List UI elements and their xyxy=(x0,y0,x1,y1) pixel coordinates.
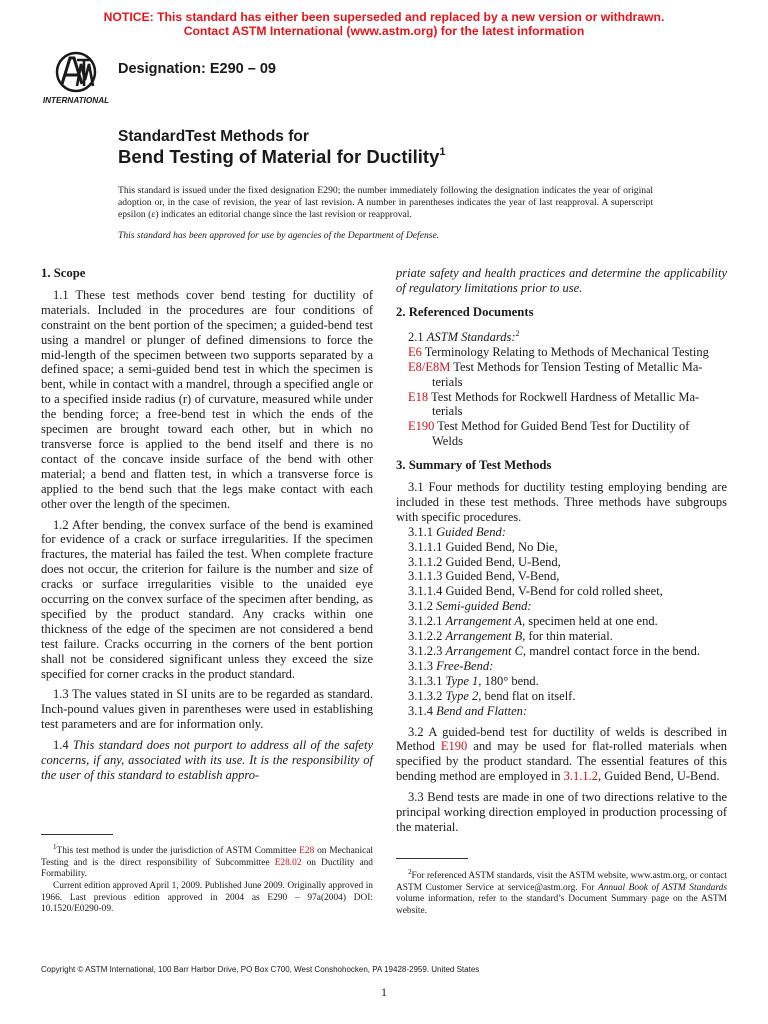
method-italic: Type 2, xyxy=(445,688,482,703)
reference-title-cont: Welds xyxy=(432,434,463,449)
method-italic: Arrangement B, xyxy=(445,629,526,644)
link-3-1-1-2[interactable]: 3.1.1.2 xyxy=(563,769,599,784)
method-text: Guided Bend, V-Bend, xyxy=(445,569,560,584)
method-list-item xyxy=(396,584,727,599)
approved-statement: This standard has been approved for use by agencies of the Department of Defense. xyxy=(118,230,440,241)
method-list-item xyxy=(396,629,727,644)
reference-e190 xyxy=(396,419,727,449)
method-num: 3.1.3.1 xyxy=(408,673,446,688)
method-italic: Type 1, xyxy=(445,673,482,688)
footnote-rule-right xyxy=(396,858,468,859)
paragraph-3-3: 3.3 Bend tests are made in one of two directions relative to the principal working direction employed in production processing of the material. xyxy=(396,790,727,834)
reference-e6 xyxy=(396,345,727,360)
paragraph-1-4-num: 1.4 xyxy=(53,738,73,753)
title-line-1: StandardTest Methods for xyxy=(118,128,309,145)
title-footnote-ref[interactable]: 1 xyxy=(439,146,446,158)
footnote-1-text xyxy=(41,842,373,881)
method-italic: Guided Bend: xyxy=(436,524,506,539)
method-num: 3.1.2.3 xyxy=(408,644,446,658)
page-number: 1 xyxy=(381,985,387,999)
intro-paragraph: This standard is issued under the fixed designation E290; the number immediately following the designation indicates the year of original adoption or, in the case of revision, the year of last revision. A number in parentheses indicates the year of last reapproval. A superscript epsilon (ε) indicates an editorial change since the last revision or reapproval. xyxy=(118,185,653,220)
title-line-2: Bend Testing of Material for Ductility xyxy=(118,146,440,167)
method-num: 3.1.2.1 xyxy=(408,614,446,629)
method-num: 3.1.1.3 xyxy=(408,569,446,584)
paragraph-3-2-a: 3.2 A guided-bend test for ductility of welds is described in Method xyxy=(396,724,727,754)
method-list xyxy=(396,525,727,719)
footnote-1-a: This test method is under the jurisdiction of ASTM Committee xyxy=(56,846,300,857)
method-text: bend flat on itself. xyxy=(481,688,576,703)
method-num: 3.1.2.2 xyxy=(408,629,446,644)
method-num: 3.1.3 xyxy=(408,658,437,673)
footnote-1-marker: 1 xyxy=(53,843,57,851)
reference-title: Test Methods for Rockwell Hardness of Metallic Ma- xyxy=(431,389,700,404)
footnote-1-b: on Mechanical Testing and is the direct responsibility of Subcommittee xyxy=(41,846,374,868)
reference-title-cont: terials xyxy=(432,404,463,419)
method-list-item xyxy=(396,689,727,704)
reference-link-e8[interactable]: E8/E8M xyxy=(408,359,451,374)
method-list-item xyxy=(396,614,727,629)
method-list-item xyxy=(396,599,727,614)
method-num: 3.1.2 xyxy=(408,599,437,614)
method-list-item xyxy=(396,555,727,570)
footnote-1-c: on Ductility and Formability. xyxy=(41,857,373,880)
designation: Designation: E290 – 09 xyxy=(118,61,276,77)
section-heading-referenced-documents: 2. Referenced Documents xyxy=(396,304,534,319)
paragraph-1-1: 1.1 These test methods cover bend testing for ductility of materials. Included in the procedures are four conditions of constraint on the bent portion of the specimen; a guided-bend test using a mandrel or plunger of defined dimensions to force the mid-length of the specimen between two supports separated by a defined space; a semi-guided bend test in which the specimen is bent, while in contact with a mandrel, through a specified angle or to a specified inside radius (r) of curvature, measured while under the bending force; a free-bend test in which the ends of the specimen are brought toward each other, but in which no transverse force is applied to the bend itself and there is no contact of the concave inside surface of the bend with other material; a bend and flatten test, in which a transverse force is applied to the bend such that the legs make contact with each other over the length of the specimen. xyxy=(41,287,373,511)
footnote-1-edition: Current edition approved April 1, 2009. Published June 2009. Originally approved in 1966. Last previous edition approved in 2004 as E290 – 97a(2004) DOI: 10.1520/E0290-09. xyxy=(41,880,373,915)
link-e28-02[interactable]: E28.02 xyxy=(274,857,302,868)
astm-standards-num: 2.1 xyxy=(408,329,427,344)
method-text: mandrel contact force in the bend. xyxy=(526,644,700,658)
method-text: for thin material. xyxy=(525,629,613,644)
astm-standards-text: ASTM Standards: xyxy=(426,329,516,344)
reference-title: Terminology Relating to Methods of Mechanical Testing xyxy=(424,344,709,359)
method-list-item xyxy=(396,674,727,689)
footnote-rule-left xyxy=(41,834,113,835)
footnote-2-text xyxy=(396,867,727,918)
method-italic: Semi-guided Bend: xyxy=(436,599,532,614)
reference-e18 xyxy=(396,390,727,420)
method-list-item xyxy=(396,569,727,584)
method-text: 180° bend. xyxy=(481,673,539,688)
footnote-2 xyxy=(396,867,727,918)
page-title xyxy=(118,146,446,168)
paragraph-3-1: 3.1 Four methods for ductility testing employing bending are included in these test methods. Three methods have subgroups with specific procedures. xyxy=(396,480,727,524)
paragraph-1-2: 1.2 After bending, the convex surface of the bend is examined for evidence of a crack or surface irregularities. If the specimen fractures, the material has failed the test. When complete fracture does not occur, the criterion for failure is the number and size of cracks or surface irregularities visible to the unaided eye occurring on the convex surface of the specimen after bending, as specified by the product standard. Any cracks within one thickness of the edge of the specimen are not considered a bend test failure. Cracks occurring in the corners of the bent portion shall not be considered significant unless they exceed the size specified for corner cracks in the product standard. xyxy=(41,517,373,681)
reference-link-e6[interactable]: E6 xyxy=(408,344,422,359)
method-list-item xyxy=(396,525,727,540)
method-num: 3.1.1.4 xyxy=(408,584,446,599)
paragraph-3-2-c: , Guided Bend, U-Bend. xyxy=(598,769,720,784)
section-heading-summary: 3. Summary of Test Methods xyxy=(396,458,552,473)
reference-link-e18[interactable]: E18 xyxy=(408,389,429,404)
method-text: Guided Bend, U-Bend, xyxy=(445,554,561,569)
scope-continuation xyxy=(396,266,727,296)
method-num: 3.1.4 xyxy=(408,703,437,718)
notice-banner xyxy=(0,10,768,38)
notice-line-2: Contact ASTM International (www.astm.org) for the latest information xyxy=(183,24,585,38)
method-num: 3.1.1.1 xyxy=(408,539,446,554)
method-italic: Arrangement C, xyxy=(445,644,527,658)
method-num: 3.1.1.2 xyxy=(408,554,446,569)
method-italic: Arrangement A, xyxy=(445,614,526,629)
footnote-1 xyxy=(41,842,373,916)
paragraph-1-3: 1.3 The values stated in SI units are to be regarded as standard. Inch-pound values given in parentheses were used in establishing test parameters and are for information only. xyxy=(41,687,373,732)
footnote-2-a: For referenced ASTM standards, visit the ASTM website, www.astm.org, or contact ASTM Customer Service at service@astm.org. For xyxy=(396,871,727,893)
paragraph-1-4-text: This standard does not purport to address all of the safety concerns, if any, associated with its use. It is the responsibility of the user of this standard to establish appro- xyxy=(41,738,374,782)
logo-text: INTERNATIONAL xyxy=(42,96,110,105)
right-column xyxy=(396,266,727,835)
paragraph-3-2-b: and may be used for flat-rolled materials when specified by the product standard. The essential features of this bending method are employed in xyxy=(396,739,727,784)
method-list-item xyxy=(396,659,727,674)
section-heading-scope: 1. Scope xyxy=(41,266,86,280)
link-e28[interactable]: E28 xyxy=(299,846,315,857)
astm-international-logo-icon xyxy=(41,50,111,106)
method-text: Guided Bend, No Die, xyxy=(445,539,558,554)
paragraph-1-4 xyxy=(41,738,373,783)
method-text: Guided Bend, V-Bend for cold rolled sheet, xyxy=(445,584,663,599)
paragraph-3-2 xyxy=(396,725,727,785)
astm-standards-label xyxy=(396,327,727,345)
link-e190[interactable]: E190 xyxy=(440,739,468,754)
footnote-2-b: volume information, refer to the standard’s Document Summary page on the ASTM website. xyxy=(396,894,727,916)
method-italic: Free-Bend: xyxy=(436,658,494,673)
method-text: specimen held at one end. xyxy=(525,614,658,629)
copyright: Copyright © ASTM International, 100 Barr Harbor Drive, PO Box C700, West Conshohocken, PA 19428-2959. United States xyxy=(41,965,480,974)
method-italic: Bend and Flatten: xyxy=(436,703,528,718)
scope-continuation-text: priate safety and health practices and determine the applicability of regulatory limitations prior to use. xyxy=(396,266,727,295)
footnote-2-marker: 2 xyxy=(408,868,412,876)
footnote-2-italic: Annual Book of ASTM Standards xyxy=(597,882,727,893)
astm-standards-footnote-ref[interactable]: 2 xyxy=(515,328,520,338)
reference-title: Test Method for Guided Bend Test for Ductility of xyxy=(437,419,690,434)
left-column xyxy=(41,266,373,783)
method-list-item xyxy=(396,644,727,659)
method-list-item xyxy=(396,704,727,719)
reference-title-cont: terials xyxy=(432,374,463,389)
reference-e8 xyxy=(396,360,727,390)
reference-link-e190[interactable]: E190 xyxy=(408,419,435,434)
notice-line-1: NOTICE: This standard has either been superseded and replaced by a new version or withdrawn. xyxy=(103,10,665,24)
reference-title: Test Methods for Tension Testing of Metallic Ma- xyxy=(453,359,703,374)
method-num: 3.1.3.2 xyxy=(408,688,446,703)
method-num: 3.1.1 xyxy=(408,524,437,539)
method-list-item xyxy=(396,540,727,555)
